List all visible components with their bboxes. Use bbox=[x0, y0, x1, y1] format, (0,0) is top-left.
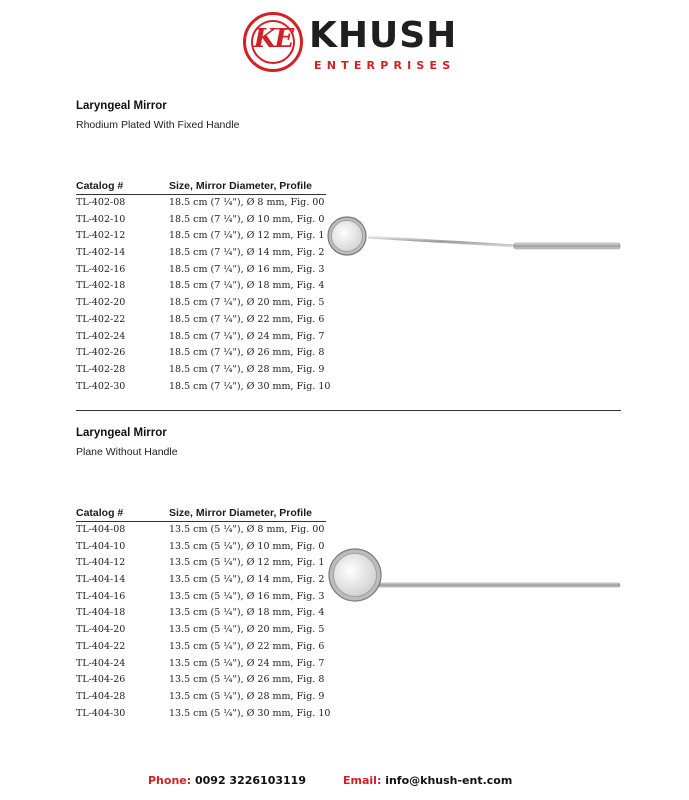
table-row bbox=[76, 689, 326, 706]
size-spec: 18.5 cm (7 ¼"), Ø 10 mm, Fig. 0 bbox=[169, 213, 325, 225]
footer-phone bbox=[148, 774, 306, 787]
size-spec: 13.5 cm (5 ¼"), Ø 24 mm, Fig. 7 bbox=[169, 657, 325, 669]
size-spec: 13.5 cm (5 ¼"), Ø 18 mm, Fig. 4 bbox=[169, 607, 325, 619]
size-spec: 18.5 cm (7 ¼"), Ø 8 mm, Fig. 00 bbox=[169, 197, 325, 208]
section-2-subtitle: Plane Without Handle bbox=[76, 446, 178, 458]
size-spec: 13.5 cm (5 ¼"), Ø 30 mm, Fig. 10 bbox=[169, 707, 331, 719]
table-row bbox=[76, 329, 326, 346]
table-row bbox=[76, 245, 326, 262]
table-row bbox=[76, 295, 326, 312]
catalog-number: TL-404-30 bbox=[76, 707, 126, 719]
catalog-number: TL-404-20 bbox=[76, 624, 126, 636]
table-row bbox=[76, 622, 326, 639]
size-spec: 13.5 cm (5 ¼"), Ø 10 mm, Fig. 0 bbox=[169, 540, 325, 552]
section-1-title: Laryngeal Mirror bbox=[76, 100, 167, 112]
catalog-number: TL-402-28 bbox=[76, 363, 126, 375]
footer-email bbox=[343, 774, 512, 787]
size-spec: 13.5 cm (5 ¼"), Ø 12 mm, Fig. 1 bbox=[169, 557, 325, 569]
size-spec: 18.5 cm (7 ¼"), Ø 14 mm, Fig. 2 bbox=[169, 247, 325, 259]
catalog-number: TL-402-14 bbox=[76, 247, 126, 259]
catalog-number: TL-404-22 bbox=[76, 640, 126, 652]
plane-mirror-image bbox=[328, 543, 624, 608]
size-spec: 13.5 cm (5 ¼"), Ø 14 mm, Fig. 2 bbox=[169, 574, 325, 586]
catalog-number: TL-402-20 bbox=[76, 297, 126, 309]
catalog-number: TL-402-26 bbox=[76, 347, 126, 359]
table-row bbox=[76, 639, 326, 656]
size-spec: 18.5 cm (7 ¼"), Ø 28 mm, Fig. 9 bbox=[169, 363, 325, 375]
brand-logo bbox=[243, 12, 458, 78]
table-row bbox=[76, 195, 326, 212]
size-spec: 13.5 cm (5 ¼"), Ø 16 mm, Fig. 3 bbox=[169, 590, 325, 602]
table-body bbox=[76, 195, 331, 395]
catalog-number: TL-404-08 bbox=[76, 524, 126, 535]
fixed-handle-mirror-image bbox=[326, 212, 626, 262]
catalog-number: TL-402-10 bbox=[76, 213, 126, 225]
table-row bbox=[76, 262, 326, 279]
table-header bbox=[76, 180, 326, 195]
table-row bbox=[76, 672, 326, 689]
catalog-number: TL-402-22 bbox=[76, 313, 126, 325]
catalog-number: TL-404-26 bbox=[76, 674, 126, 686]
size-spec: 18.5 cm (7 ¼"), Ø 30 mm, Fig. 10 bbox=[169, 380, 331, 392]
catalog-number: TL-402-08 bbox=[76, 197, 126, 208]
catalog-number: TL-404-18 bbox=[76, 607, 126, 619]
size-spec: 18.5 cm (7 ¼"), Ø 12 mm, Fig. 1 bbox=[169, 230, 325, 242]
table-body bbox=[76, 522, 331, 722]
size-spec: 18.5 cm (7 ¼"), Ø 16 mm, Fig. 3 bbox=[169, 263, 325, 275]
catalog-number: TL-402-18 bbox=[76, 280, 126, 292]
size-spec: 18.5 cm (7 ¼"), Ø 22 mm, Fig. 6 bbox=[169, 313, 325, 325]
table-row bbox=[76, 589, 326, 606]
table-row bbox=[76, 312, 326, 329]
catalog-number: TL-402-24 bbox=[76, 330, 126, 342]
catalog-number: TL-402-16 bbox=[76, 263, 126, 275]
section-1-table bbox=[76, 180, 331, 395]
catalog-number: TL-404-12 bbox=[76, 557, 126, 569]
catalog-number: TL-404-14 bbox=[76, 574, 126, 586]
size-spec: 13.5 cm (5 ¼"), Ø 22 mm, Fig. 6 bbox=[169, 640, 325, 652]
table-row bbox=[76, 706, 331, 723]
phone-value[interactable]: 0092 3226103119 bbox=[194, 774, 306, 787]
table-row bbox=[76, 522, 326, 539]
catalog-number: TL-404-10 bbox=[76, 540, 126, 552]
table-row bbox=[76, 555, 326, 572]
size-spec: 18.5 cm (7 ¼"), Ø 24 mm, Fig. 7 bbox=[169, 330, 325, 342]
size-spec: 13.5 cm (5 ¼"), Ø 8 mm, Fig. 00 bbox=[169, 524, 325, 535]
table-row bbox=[76, 228, 326, 245]
table-row bbox=[76, 278, 326, 295]
section-2-title: Laryngeal Mirror bbox=[76, 427, 167, 439]
size-spec: 18.5 cm (7 ¼"), Ø 20 mm, Fig. 5 bbox=[169, 297, 325, 309]
catalog-number: TL-402-12 bbox=[76, 230, 126, 242]
catalog-number: TL-404-24 bbox=[76, 657, 126, 669]
size-spec: 13.5 cm (5 ¼"), Ø 20 mm, Fig. 5 bbox=[169, 624, 325, 636]
table-row bbox=[76, 572, 326, 589]
size-spec: 13.5 cm (5 ¼"), Ø 28 mm, Fig. 9 bbox=[169, 690, 325, 702]
section-1-subtitle: Rhodium Plated With Fixed Handle bbox=[76, 119, 240, 131]
header-size: Size, Mirror Diameter, Profile bbox=[169, 180, 312, 192]
phone-label: Phone: bbox=[148, 774, 192, 787]
size-spec: 18.5 cm (7 ¼"), Ø 26 mm, Fig. 8 bbox=[169, 347, 325, 359]
table-row bbox=[76, 605, 326, 622]
size-spec: 18.5 cm (7 ¼"), Ø 18 mm, Fig. 4 bbox=[169, 280, 325, 292]
table-header bbox=[76, 507, 326, 522]
table-row bbox=[76, 656, 326, 673]
email-label: Email: bbox=[343, 774, 382, 787]
header-catalog: Catalog # bbox=[76, 180, 124, 192]
size-spec: 13.5 cm (5 ¼"), Ø 26 mm, Fig. 8 bbox=[169, 674, 325, 686]
table-row bbox=[76, 212, 326, 229]
catalog-number: TL-404-28 bbox=[76, 690, 126, 702]
catalog-number: TL-404-16 bbox=[76, 590, 126, 602]
table-row bbox=[76, 379, 331, 396]
brand-tagline: ENTERPRISES bbox=[314, 59, 456, 72]
table-row bbox=[76, 345, 326, 362]
table-row bbox=[76, 539, 326, 556]
brand-name: KHUSH bbox=[309, 15, 458, 56]
header-size: Size, Mirror Diameter, Profile bbox=[169, 507, 312, 519]
logo-monogram: KE bbox=[253, 24, 293, 54]
section-2-table bbox=[76, 507, 331, 722]
email-value[interactable]: info@khush-ent.com bbox=[385, 774, 513, 787]
header-catalog: Catalog # bbox=[76, 507, 124, 519]
catalog-number: TL-402-30 bbox=[76, 380, 126, 392]
section-divider bbox=[76, 410, 621, 411]
table-row bbox=[76, 362, 326, 379]
